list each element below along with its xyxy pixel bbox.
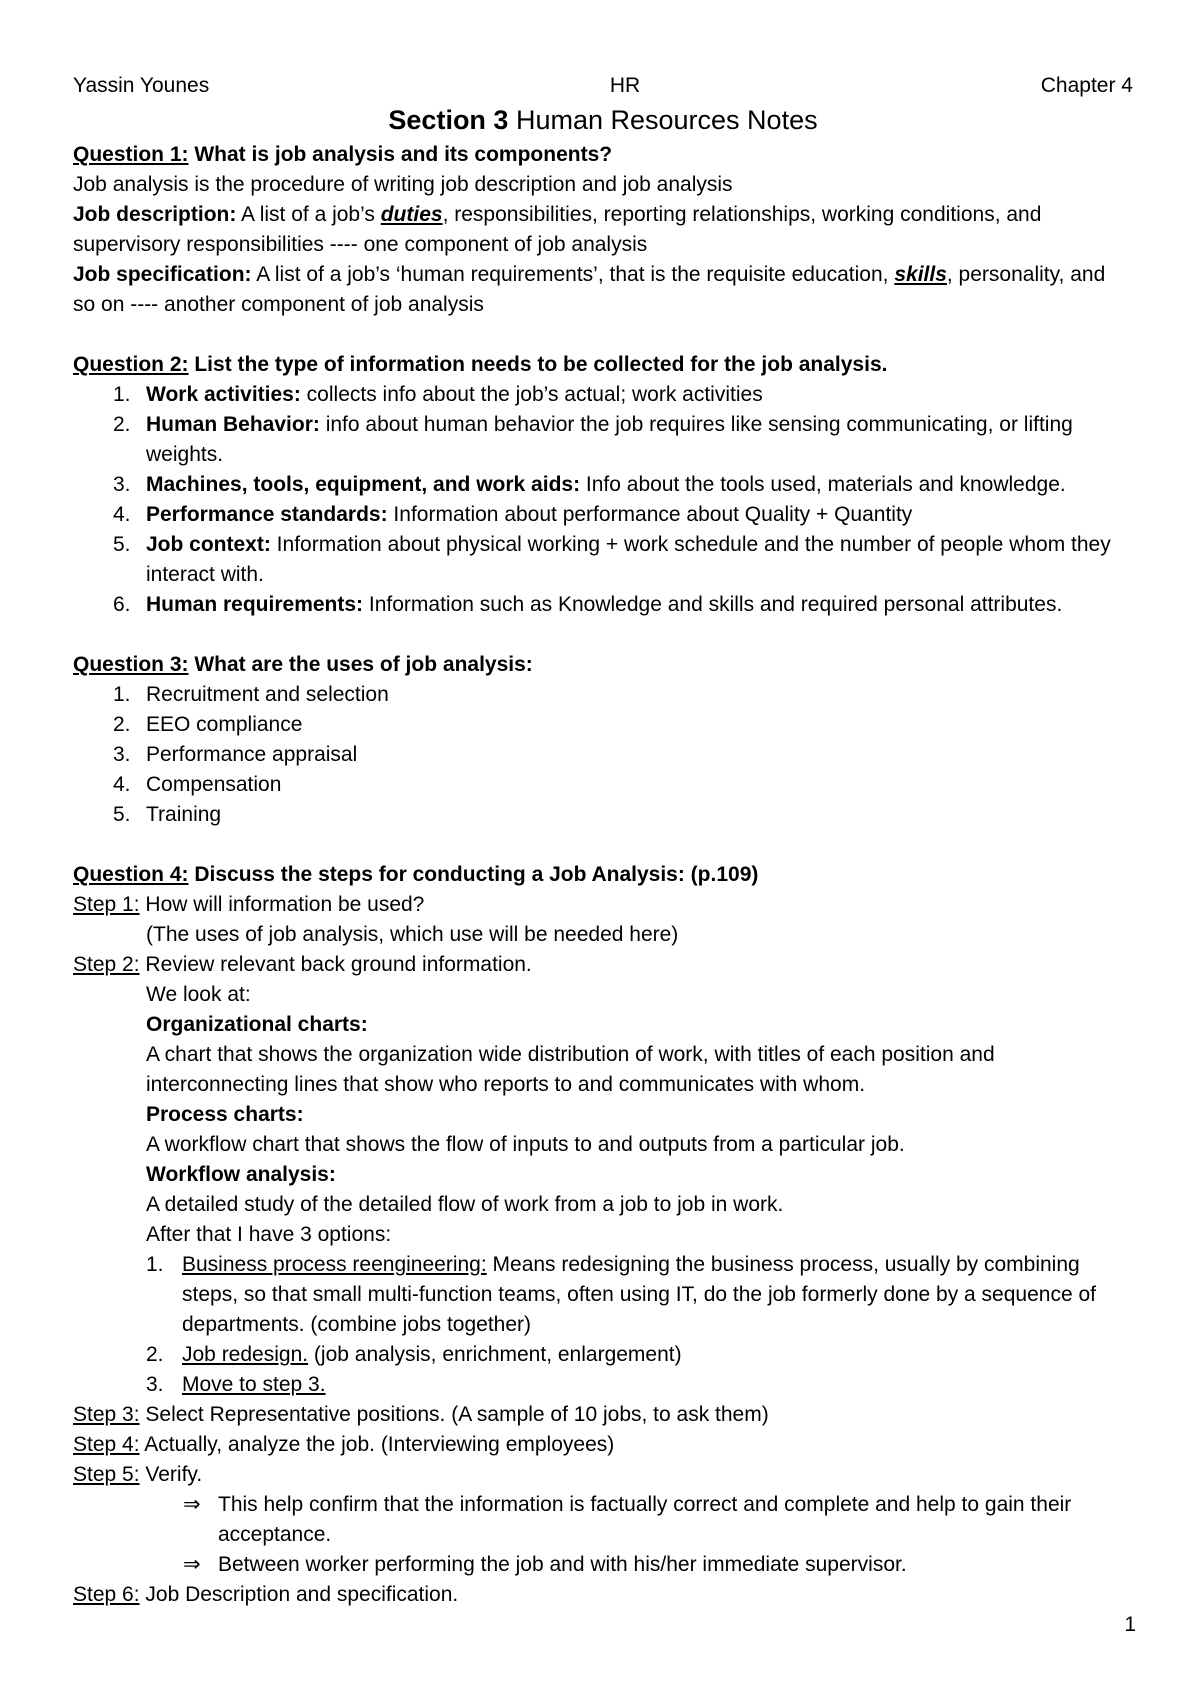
list-item-label: Machines, tools, equipment, and work aids: xyxy=(146,473,581,496)
list-number: 5. xyxy=(113,803,131,826)
list-item xyxy=(73,710,1133,740)
question-1-label: Question 1: xyxy=(73,143,189,166)
list-number: 3. xyxy=(146,1373,164,1396)
step-6 xyxy=(73,1580,1133,1610)
workflow-analysis-label: Workflow analysis: xyxy=(146,1163,336,1186)
list-item-text: info about human behavior the job requires like sensing communicating, or lifting weights. xyxy=(146,413,1073,466)
list-number: 3. xyxy=(113,473,131,496)
list-number: 2. xyxy=(113,413,131,436)
option-text: Means redesigning the business process, usually by combining steps, so that small multi-function teams, often using IT, do the job formerly done by a sequence of departments. (combine jobs together) xyxy=(182,1253,1096,1336)
list-item xyxy=(73,680,1133,710)
document-page xyxy=(73,70,1133,1610)
header-subject: HR xyxy=(609,74,641,97)
job-analysis-definition: Job analysis is the procedure of writing job description and job analysis xyxy=(73,173,733,196)
step-3-text: Select Representative positions. (A sample of 10 jobs, to ask them) xyxy=(139,1403,769,1426)
arrow-icon: ⇒ xyxy=(183,1493,201,1516)
list-number: 6. xyxy=(113,593,131,616)
list-item xyxy=(73,590,1133,620)
question-2-label: Question 2: xyxy=(73,353,189,376)
step-6-label: Step 6: xyxy=(73,1583,140,1606)
question-1-text: What is job analysis and its components? xyxy=(188,143,613,166)
verify-item-text: This help confirm that the information is factually correct and complete and help to gain their acceptance. xyxy=(218,1493,1072,1546)
list-item-text: collects info about the job’s actual; work activities xyxy=(300,383,763,406)
spacer xyxy=(73,320,1133,350)
job-description-definition xyxy=(73,200,1133,260)
step-1-text: How will information be used? xyxy=(139,893,425,916)
list-number: 4. xyxy=(113,773,131,796)
step-1-label: Step 1: xyxy=(73,893,140,916)
list-item-text: Info about the tools used, materials and knowledge. xyxy=(580,473,1066,496)
list-item-label: Human Behavior: xyxy=(146,413,320,436)
question-1 xyxy=(73,140,1133,320)
org-charts-text: A chart that shows the organization wide distribution of work, with titles of each position and interconnecting lines that show who reports to and communicates with whom. xyxy=(146,1043,995,1096)
list-item-label: Human requirements: xyxy=(146,593,364,616)
header-author: Yassin Younes xyxy=(73,74,210,97)
question-3-text: What are the uses of job analysis: xyxy=(188,653,533,676)
question-3-heading xyxy=(73,650,1133,680)
question-1-heading xyxy=(73,140,1133,170)
list-number: 3. xyxy=(113,743,131,766)
verify-item-text: Between worker performing the job and with his/her immediate supervisor. xyxy=(218,1553,907,1576)
list-item xyxy=(73,380,1133,410)
step-4 xyxy=(73,1430,1133,1460)
job-specification-definition xyxy=(73,260,1133,320)
list-item xyxy=(73,1340,1133,1370)
title-section: Section 3 xyxy=(388,105,509,135)
option-label: Move to step 3. xyxy=(182,1373,326,1396)
process-charts-text: A workflow chart that shows the flow of inputs to and outputs from a particular job. xyxy=(146,1133,905,1156)
step-4-text: Actually, analyze the job. (Interviewing employees) xyxy=(139,1433,615,1456)
info-types-list xyxy=(73,380,1133,620)
list-number: 1. xyxy=(113,383,131,406)
list-item xyxy=(73,800,1133,830)
spacer xyxy=(73,620,1133,650)
arrow-icon: ⇒ xyxy=(183,1553,201,1576)
job-description-text-1: A list of a job’s xyxy=(236,203,381,226)
list-number: 4. xyxy=(113,503,131,526)
page-number: 1 xyxy=(1124,1613,1136,1636)
job-specification-text-1: A list of a job’s ‘human requirements’, that is the requisite education, xyxy=(251,263,895,286)
step-2-look: We look at: xyxy=(146,983,251,1006)
step-5 xyxy=(73,1460,1133,1490)
list-item xyxy=(73,1370,1133,1400)
list-item xyxy=(73,500,1133,530)
list-item-text: Compensation xyxy=(146,773,282,796)
list-item xyxy=(73,1250,1133,1340)
list-item-text: Information about performance about Quality + Quantity xyxy=(387,503,913,526)
list-item-text: Information about physical working + work schedule and the number of people whom they interact with. xyxy=(146,533,1111,586)
step-2 xyxy=(73,950,1133,980)
step-2-text: Review relevant back ground information. xyxy=(139,953,532,976)
step-4-label: Step 4: xyxy=(73,1433,140,1456)
page-title xyxy=(73,102,1133,138)
question-4 xyxy=(73,860,1133,1610)
list-item-text: EEO compliance xyxy=(146,713,303,736)
list-item xyxy=(73,740,1133,770)
option-label: Job redesign. xyxy=(182,1343,309,1366)
job-description-label: Job description: xyxy=(73,203,237,226)
option-label: Business process reengineering: xyxy=(182,1253,487,1276)
job-specification-emphasis: skills xyxy=(894,263,947,286)
question-4-heading xyxy=(73,860,1133,890)
question-2 xyxy=(73,350,1133,620)
step-6-text: Job Description and specification. xyxy=(139,1583,459,1606)
list-item xyxy=(73,530,1133,590)
header-chapter: Chapter 4 xyxy=(1040,74,1133,97)
step-2-label: Step 2: xyxy=(73,953,140,976)
list-item-label: Job context: xyxy=(146,533,271,556)
question-2-text: List the type of information needs to be collected for the job analysis. xyxy=(188,353,888,376)
uses-list xyxy=(73,680,1133,830)
options-list xyxy=(73,1250,1133,1400)
list-item xyxy=(73,410,1133,470)
job-description-text-2: , responsibilities, reporting relationships, working conditions, and supervisory responsibilities ---- one component of job analysis xyxy=(73,203,1042,256)
list-item-text: Recruitment and selection xyxy=(146,683,389,706)
list-item-label: Work activities: xyxy=(146,383,301,406)
list-item xyxy=(73,470,1133,500)
title-rest: Human Resources Notes xyxy=(508,105,818,135)
question-4-label: Question 4: xyxy=(73,863,189,886)
list-number: 2. xyxy=(113,713,131,736)
list-number: 1. xyxy=(113,683,131,706)
job-description-emphasis: duties xyxy=(380,203,443,226)
step-3-label: Step 3: xyxy=(73,1403,140,1426)
step-3 xyxy=(73,1400,1133,1430)
question-3-label: Question 3: xyxy=(73,653,189,676)
list-item xyxy=(73,770,1133,800)
list-number: 1. xyxy=(146,1253,164,1276)
list-number: 2. xyxy=(146,1343,164,1366)
process-charts-label: Process charts: xyxy=(146,1103,304,1126)
step-5-label: Step 5: xyxy=(73,1463,140,1486)
list-item-text: Training xyxy=(146,803,222,826)
option-text: (job analysis, enrichment, enlargement) xyxy=(308,1343,682,1366)
question-3 xyxy=(73,650,1133,830)
workflow-analysis-text: A detailed study of the detailed flow of work from a job to job in work. xyxy=(146,1193,784,1216)
verify-item xyxy=(73,1550,1133,1580)
list-item-label: Performance standards: xyxy=(146,503,388,526)
question-4-text: Discuss the steps for conducting a Job Analysis: (p.109) xyxy=(188,863,759,886)
question-2-heading xyxy=(73,350,1133,380)
job-specification-label: Job specification: xyxy=(73,263,252,286)
options-intro: After that I have 3 options: xyxy=(146,1223,392,1246)
list-item-text: Information such as Knowledge and skills and required personal attributes. xyxy=(363,593,1063,616)
verify-item xyxy=(73,1490,1133,1550)
page-header xyxy=(73,70,1133,102)
org-charts-label: Organizational charts: xyxy=(146,1013,368,1036)
spacer xyxy=(73,830,1133,860)
job-specification-text-2: , personality, and so on ---- another component of job analysis xyxy=(73,263,1106,316)
list-number: 5. xyxy=(113,533,131,556)
step-1-note: (The uses of job analysis, which use will be needed here) xyxy=(146,923,679,946)
step-1 xyxy=(73,890,1133,920)
step-5-text: Verify. xyxy=(139,1463,203,1486)
list-item-text: Performance appraisal xyxy=(146,743,358,766)
